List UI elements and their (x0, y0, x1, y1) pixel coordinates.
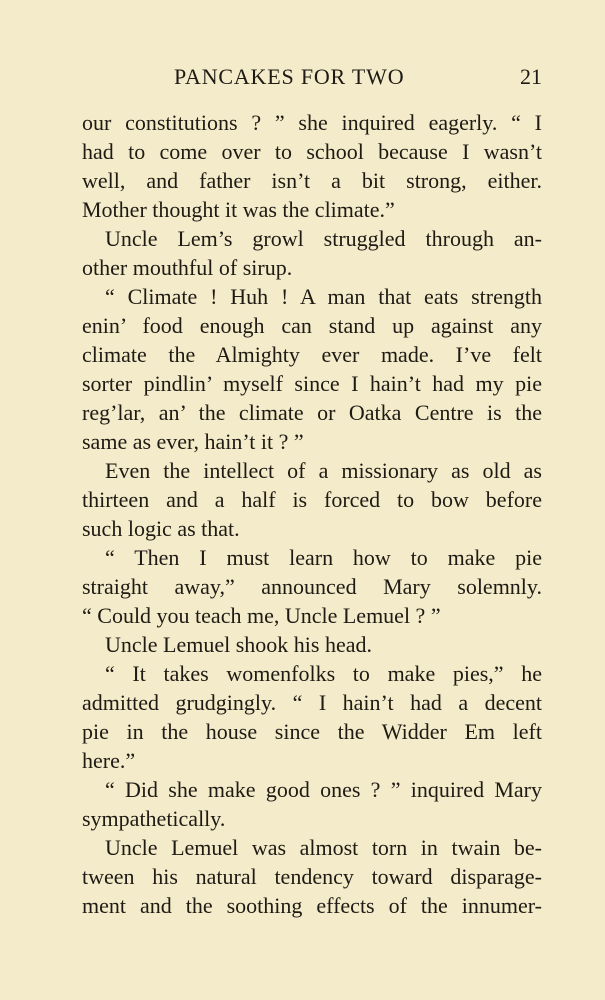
text-line: “ Could you teach me, Uncle Lemuel ? ” (82, 603, 441, 628)
text-line: pie in the house since the Widder Em left (82, 719, 542, 744)
text-line: Even the intellect of a missionary as old as (105, 458, 542, 483)
running-header (82, 60, 542, 94)
text-line: other mouthful of sirup. (82, 255, 293, 280)
text-line: here.” (82, 748, 136, 773)
text-line: “ Did she make good ones ? ” inquired Mary (105, 777, 542, 802)
text-line: sympathetically. (82, 806, 226, 831)
text-line: straight away,” announced Mary solemnly. (82, 574, 542, 599)
text-line: “ Then I must learn how to make pie (105, 545, 542, 570)
page-number: 21 (520, 64, 542, 89)
text-line: same as ever, hain’t it ? ” (82, 429, 304, 454)
text-line: Uncle Lem’s growl struggled through an- (105, 226, 542, 251)
text-line: thirteen and a half is forced to bow before (82, 487, 542, 512)
text-line: tween his natural tendency toward disparage- (82, 864, 542, 889)
text-line: our constitutions ? ” she inquired eagerly. “ I (82, 110, 542, 135)
text-line: admitted grudgingly. “ I hain’t had a decent (82, 690, 542, 715)
text-line: Mother thought it was the climate.” (82, 197, 395, 222)
text-line: had to come over to school because I wasn’t (82, 139, 542, 164)
text-line: such logic as that. (82, 516, 240, 541)
running-title: PANCAKES FOR TWO (174, 64, 405, 89)
text-line: reg’lar, an’ the climate or Oatka Centre is the (82, 400, 542, 425)
text-line: Uncle Lemuel shook his head. (105, 632, 372, 657)
text-line: ment and the soothing effects of the innumer- (82, 893, 542, 918)
text-line: “ It takes womenfolks to make pies,” he (105, 661, 542, 686)
text-line: sorter pindlin’ myself since I hain’t had my pie (82, 371, 542, 396)
text-line: climate the Almighty ever made. I’ve felt (82, 342, 542, 367)
body-text (82, 108, 542, 920)
text-line: Uncle Lemuel was almost torn in twain be- (105, 835, 542, 860)
text-line: well, and father isn’t a bit strong, either. (82, 168, 542, 193)
text-line: “ Climate ! Huh ! A man that eats strength (105, 284, 542, 309)
text-line: enin’ food enough can stand up against any (82, 313, 542, 338)
